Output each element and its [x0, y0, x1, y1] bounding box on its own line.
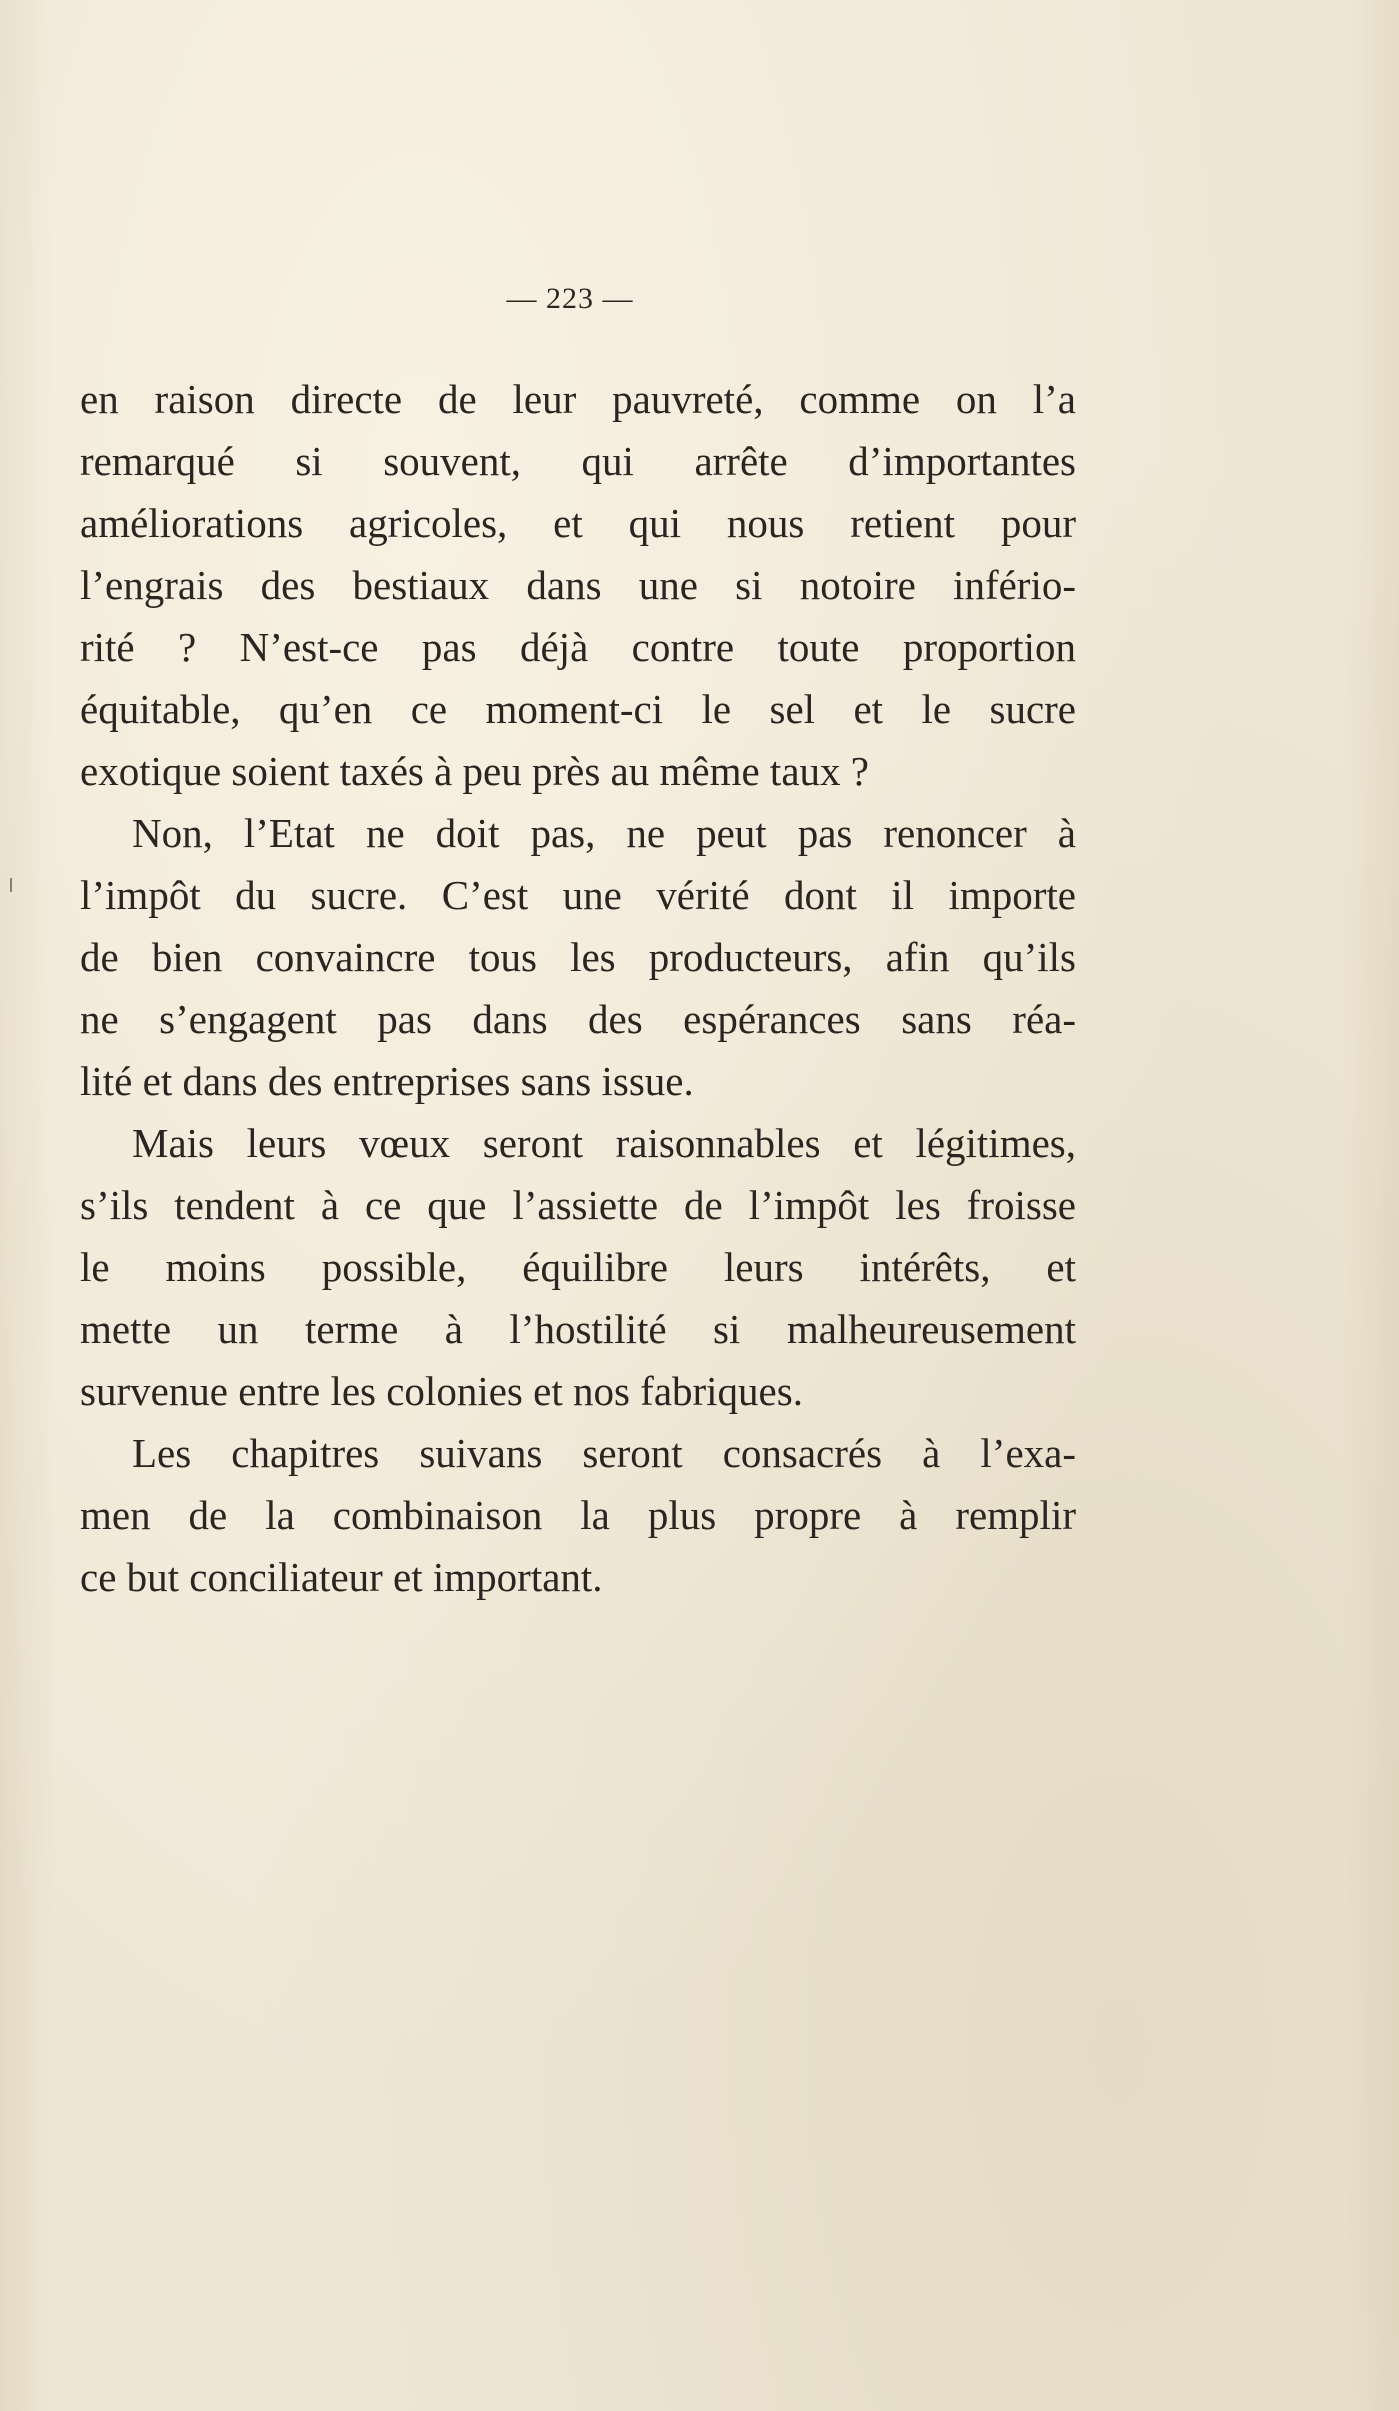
text-line: l’engrais des bestiaux dans une si notoire infério-: [80, 562, 1076, 608]
text-line: ce but conciliateur et important.: [80, 1554, 603, 1600]
body-text: [80, 368, 1076, 1608]
text-line: rité ? N’est-ce pas déjà contre toute proportion: [80, 624, 1076, 670]
text-line: ne s’engagent pas dans des espérances sans réa-: [80, 996, 1076, 1042]
text-line: l’impôt du sucre. C’est une vérité dont il importe: [80, 872, 1076, 918]
text-line: améliorations agricoles, et qui nous retient pour: [80, 500, 1076, 546]
text-line: lité et dans des entreprises sans issue.: [80, 1058, 694, 1104]
text-line: le moins possible, équilibre leurs intérêts, et: [80, 1244, 1076, 1290]
page-number: — 223 —: [506, 282, 634, 315]
text-line: s’ils tendent à ce que l’assiette de l’impôt les froisse: [80, 1182, 1076, 1228]
margin-mark: [10, 878, 12, 892]
text-line: remarqué si souvent, qui arrête d’importantes: [80, 438, 1076, 484]
text-line: équitable, qu’en ce moment-ci le sel et le sucre: [80, 686, 1076, 732]
text-line: survenue entre les colonies et nos fabriques.: [80, 1368, 803, 1414]
text-line: Les chapitres suivans seront consacrés à l’exa-: [132, 1430, 1076, 1476]
text-line: de bien convaincre tous les producteurs, afin qu’ils: [80, 934, 1076, 980]
text-line: Mais leurs vœux seront raisonnables et légitimes,: [132, 1120, 1076, 1166]
text-line: mette un terme à l’hostilité si malheureusement: [80, 1306, 1076, 1352]
text-line: Non, l’Etat ne doit pas, ne peut pas renoncer à: [132, 810, 1076, 856]
text-line: exotique soient taxés à peu près au même taux ?: [80, 748, 869, 794]
text-line: en raison directe de leur pauvreté, comme on l’a: [80, 376, 1076, 422]
text-line: men de la combinaison la plus propre à remplir: [80, 1492, 1076, 1538]
